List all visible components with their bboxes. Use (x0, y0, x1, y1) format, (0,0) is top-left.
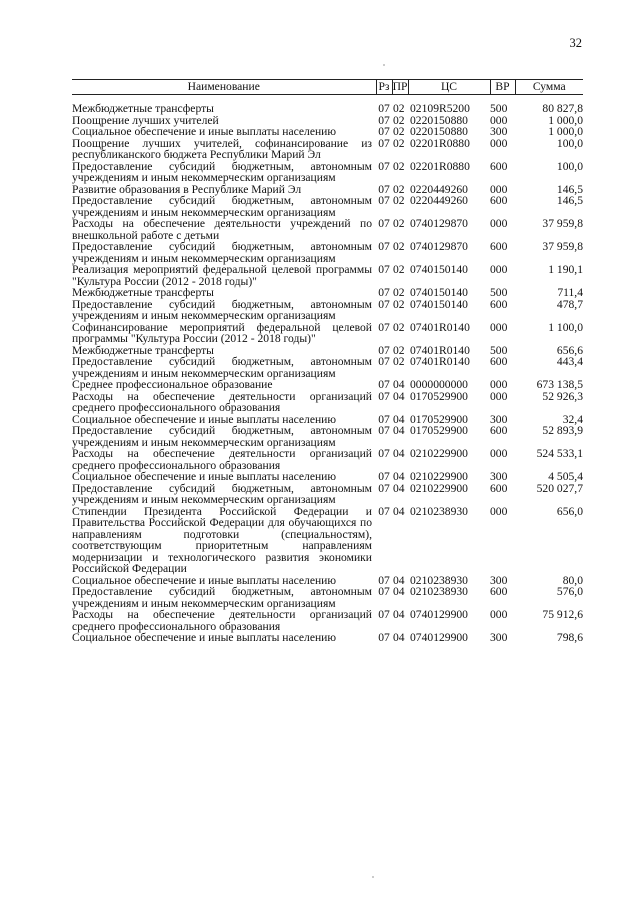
cell-cs: 0220150880 (410, 113, 468, 127)
cell-cs: 0220449260 (410, 194, 468, 207)
cell-cs: 0220449260 (410, 182, 468, 196)
cell-name: Социальное обеспечение и иные выплаты населению (72, 125, 337, 138)
cell-cs: 0210238930 (410, 585, 468, 598)
cell-vr: 600 (490, 424, 508, 437)
cell-cs: 0210229900 (410, 481, 468, 495)
header-name: Наименование (72, 80, 376, 95)
table-row (72, 379, 583, 391)
cell-sum: 478,7 (556, 297, 583, 311)
cell-pr: 04 (393, 631, 405, 644)
cell-vr: 000 (490, 182, 508, 196)
cell-sum: 1 000,0 (548, 113, 583, 127)
cell-pr: 02 (393, 113, 405, 127)
cell-name: Предоставление субсидий бюджетным, автономным учреждениям и иным некоммерческим организациям (72, 481, 372, 506)
cell-sum: 80,0 (562, 573, 583, 587)
cell-sum: 37 959,8 (542, 217, 583, 230)
cell-name: Социальное обеспечение и иные выплаты населению (72, 573, 337, 587)
table-row (72, 632, 583, 644)
cell-sum: 1 100,0 (548, 320, 583, 334)
header-vr: ВР (490, 80, 515, 95)
cell-name: Межбюджетные трансферты (72, 343, 214, 357)
cell-sum: 656,0 (556, 504, 583, 518)
cell-vr: 000 (490, 378, 508, 391)
cell-cs: 0210229900 (410, 447, 468, 460)
cell-sum: 656,6 (556, 343, 583, 357)
cell-rz: 07 (378, 355, 390, 368)
cell-name: Поощрение лучших учителей, софинансирование из республиканского бюджета Республики Марий Эл (72, 136, 372, 161)
cell-name: Социальное обеспечение и иные выплаты населению (72, 412, 337, 426)
table-row (72, 356, 583, 379)
cell-rz: 07 (378, 585, 390, 598)
cell-vr: 000 (490, 504, 508, 518)
cell-pr: 02 (393, 194, 405, 207)
table-row (72, 448, 583, 471)
page-number: 32 (569, 36, 582, 50)
cell-vr: 600 (490, 194, 508, 207)
cell-pr: 04 (393, 412, 405, 426)
cell-name: Расходы на обеспечение деятельности учреждений по внешкольной работе с детьми (72, 217, 372, 242)
cell-sum: 4 505,4 (548, 470, 583, 483)
cell-pr: 02 (393, 320, 405, 334)
cell-rz: 07 (378, 412, 390, 426)
cell-pr: 04 (393, 608, 405, 621)
cell-cs: 0740150140 (410, 297, 468, 311)
table-row (72, 103, 583, 115)
cell-cs: 0170529900 (410, 412, 468, 426)
cell-sum: 80 827,8 (542, 102, 583, 115)
cell-cs: 0740129870 (410, 217, 468, 230)
cell-vr: 000 (490, 447, 508, 460)
cell-vr: 500 (490, 286, 508, 299)
cell-name: Социальное обеспечение и иные выплаты населению (72, 631, 337, 644)
table-header (72, 80, 583, 104)
cell-vr: 000 (490, 217, 508, 230)
cell-pr: 02 (393, 102, 405, 115)
cell-rz: 07 (378, 240, 390, 253)
cell-sum: 32,4 (562, 412, 583, 426)
cell-name: Межбюджетные трансферты (72, 102, 214, 115)
cell-vr: 300 (490, 412, 508, 426)
cell-name: Расходы на обеспечение деятельности организаций среднего профессионального образования (72, 389, 372, 414)
cell-name: Расходы на обеспечение деятельности организаций среднего профессионального образования (72, 608, 372, 633)
cell-cs: 07401R0140 (410, 343, 470, 357)
cell-rz: 07 (378, 286, 390, 299)
table-row (72, 391, 583, 414)
cell-cs: 07401R0140 (410, 320, 470, 334)
cell-cs: 02201R0880 (410, 136, 470, 150)
cell-sum: 146,5 (556, 194, 583, 207)
cell-sum: 520 027,7 (536, 481, 583, 495)
table-row (72, 138, 583, 161)
cell-pr: 02 (393, 240, 405, 253)
cell-rz: 07 (378, 136, 390, 150)
table-body (72, 103, 583, 644)
cell-cs: 0170529900 (410, 389, 468, 403)
cell-rz: 07 (378, 470, 390, 483)
cell-rz: 07 (378, 182, 390, 196)
cell-rz: 07 (378, 320, 390, 334)
cell-pr: 04 (393, 389, 405, 403)
cell-cs: 07401R0140 (410, 355, 470, 368)
cell-vr: 000 (490, 608, 508, 621)
cell-cs: 0170529900 (410, 424, 468, 437)
cell-rz: 07 (378, 573, 390, 587)
cell-pr: 02 (393, 217, 405, 230)
scan-speck (383, 64, 385, 66)
cell-pr: 04 (393, 470, 405, 483)
cell-name: Среднее профессиональное образование (72, 378, 273, 391)
cell-name: Предоставление субсидий бюджетным, автономным учреждениям и иным некоммерческим организациям (72, 240, 372, 265)
cell-cs: 0000000000 (410, 378, 468, 391)
cell-sum: 100,0 (556, 136, 583, 150)
cell-pr: 04 (393, 573, 405, 587)
cell-rz: 07 (378, 389, 390, 403)
table-row (72, 287, 583, 299)
cell-vr: 500 (490, 343, 508, 357)
table-row (72, 483, 583, 506)
cell-cs: 0740129870 (410, 240, 468, 253)
cell-pr: 02 (393, 286, 405, 299)
cell-name: Расходы на обеспечение деятельности организаций среднего профессионального образования (72, 447, 372, 472)
cell-sum: 711,4 (557, 286, 583, 299)
cell-rz: 07 (378, 263, 390, 276)
cell-sum: 673 138,5 (536, 378, 583, 391)
cell-cs: 0220150880 (410, 125, 468, 138)
cell-vr: 600 (490, 297, 508, 311)
cell-pr: 02 (393, 159, 405, 173)
cell-name: Развитие образования в Республике Марий Эл (72, 182, 302, 196)
cell-pr: 02 (393, 355, 405, 368)
cell-sum: 52 926,3 (542, 389, 583, 403)
cell-name: Предоставление субсидий бюджетным, автономным учреждениям и иным некоммерческим организациям (72, 194, 372, 219)
header-pr: ПР (392, 80, 408, 93)
cell-name: Предоставление субсидий бюджетным, автономным учреждениям и иным некоммерческим организациям (72, 159, 372, 184)
cell-rz: 07 (378, 343, 390, 357)
table-row (72, 609, 583, 632)
cell-vr: 000 (490, 320, 508, 334)
table-row (72, 471, 583, 483)
cell-name: Предоставление субсидий бюджетным, автономным учреждениям и иным некоммерческим организациям (72, 585, 372, 610)
cell-rz: 07 (378, 113, 390, 127)
cell-sum: 1 190,1 (548, 263, 583, 276)
cell-pr: 02 (393, 125, 405, 138)
cell-name: Стипендии Президента Российской Федерации и Правительства Российской Федерации для обучающихся по направлениям подготовки (специальностям), соответствующим приоритетным направлениям модернизации и технологического развития экономики Российской Федерации (72, 504, 372, 575)
cell-sum: 798,6 (556, 631, 583, 644)
cell-vr: 000 (490, 113, 508, 127)
budget-table (72, 79, 583, 644)
cell-rz: 07 (378, 504, 390, 518)
cell-rz: 07 (378, 608, 390, 621)
cell-cs: 02201R0880 (410, 159, 470, 173)
cell-rz: 07 (378, 194, 390, 207)
cell-pr: 02 (393, 343, 405, 357)
cell-rz: 07 (378, 297, 390, 311)
cell-vr: 300 (490, 631, 508, 644)
cell-rz: 07 (378, 631, 390, 644)
cell-pr: 04 (393, 504, 405, 518)
cell-pr: 02 (393, 182, 405, 196)
cell-pr: 04 (393, 424, 405, 437)
cell-rz: 07 (378, 447, 390, 460)
cell-sum: 576,0 (556, 585, 583, 598)
table-row (72, 218, 583, 241)
cell-name: Софинансирование мероприятий федеральной целевой программы "Культура России (2012 - 2018 годы)" (72, 320, 372, 345)
cell-sum: 100,0 (556, 159, 583, 173)
cell-vr: 300 (490, 125, 508, 138)
cell-pr: 04 (393, 481, 405, 495)
table-row (72, 195, 583, 218)
cell-pr: 02 (393, 297, 405, 311)
cell-cs: 0210238930 (410, 573, 468, 587)
cell-name: Поощрение лучших учителей (72, 113, 219, 127)
cell-name: Предоставление субсидий бюджетным, автономным учреждениям и иным некоммерческим организациям (72, 297, 372, 322)
cell-vr: 600 (490, 159, 508, 173)
cell-rz: 07 (378, 424, 390, 437)
cell-sum: 75 912,6 (542, 608, 583, 621)
cell-rz: 07 (378, 378, 390, 391)
cell-sum: 1 000,0 (548, 125, 583, 138)
cell-pr: 04 (393, 585, 405, 598)
cell-rz: 07 (378, 102, 390, 115)
table-row (72, 161, 583, 184)
cell-sum: 52 893,9 (542, 424, 583, 437)
table-row (72, 586, 583, 609)
cell-cs: 0210238930 (410, 504, 468, 518)
cell-cs: 0210229900 (410, 470, 468, 483)
header-rz: Рз (376, 80, 392, 95)
cell-vr: 600 (490, 240, 508, 253)
cell-vr: 500 (490, 102, 508, 115)
cell-pr: 04 (393, 447, 405, 460)
cell-cs: 02109R5200 (410, 102, 470, 115)
cell-name: Межбюджетные трансферты (72, 286, 214, 299)
cell-rz: 07 (378, 217, 390, 230)
cell-sum: 524 533,1 (536, 447, 583, 460)
table-row (72, 425, 583, 448)
cell-rz: 07 (378, 481, 390, 495)
budget-table-container (72, 79, 583, 644)
cell-vr: 600 (490, 481, 508, 495)
cell-rz: 07 (378, 159, 390, 173)
cell-rz: 07 (378, 125, 390, 138)
cell-vr: 000 (490, 389, 508, 403)
cell-vr: 300 (490, 573, 508, 587)
cell-name: Реализация мероприятий федеральной целевой программы "Культура России (2012 - 2018 годы)" (72, 263, 372, 288)
header-sum: Сумма (515, 80, 583, 95)
cell-name: Предоставление субсидий бюджетным, автономным учреждениям и иным некоммерческим организациям (72, 424, 372, 449)
table-row (72, 299, 583, 322)
cell-sum: 37 959,8 (542, 240, 583, 253)
cell-sum: 443,4 (556, 355, 583, 368)
scan-speck (372, 876, 374, 878)
cell-name: Социальное обеспечение и иные выплаты населению (72, 470, 337, 483)
cell-vr: 000 (490, 263, 508, 276)
cell-vr: 300 (490, 470, 508, 483)
table-row (72, 126, 583, 138)
cell-cs: 0740150140 (410, 286, 468, 299)
cell-sum: 146,5 (556, 182, 583, 196)
table-row (72, 241, 583, 264)
cell-vr: 600 (490, 585, 508, 598)
cell-pr: 02 (393, 263, 405, 276)
table-row (72, 322, 583, 345)
cell-name: Предоставление субсидий бюджетным, автономным учреждениям и иным некоммерческим организациям (72, 355, 372, 380)
cell-pr: 02 (393, 136, 405, 150)
cell-pr: 04 (393, 378, 405, 391)
table-row (72, 264, 583, 287)
table-row (72, 506, 583, 575)
cell-cs: 0740150140 (410, 263, 468, 276)
cell-vr: 000 (490, 136, 508, 150)
cell-cs: 0740129900 (410, 631, 468, 644)
header-cs: ЦС (408, 80, 490, 95)
cell-vr: 600 (490, 355, 508, 368)
cell-cs: 0740129900 (410, 608, 468, 621)
